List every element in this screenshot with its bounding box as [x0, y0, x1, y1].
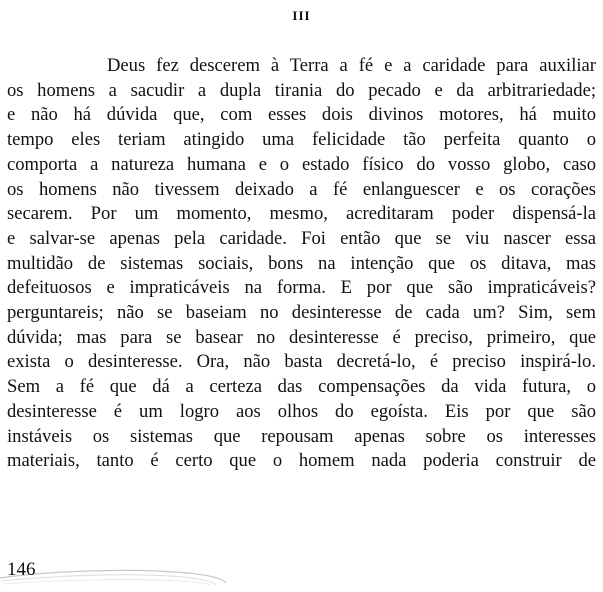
- text-line: exista o desinteresse. Ora, não basta decretá-lo, é preciso inspirá-lo.: [7, 351, 596, 373]
- text-line: materiais, tanto é certo que o homem nada poderia construir de: [7, 450, 596, 472]
- text-line: e não há dúvida que, com esses dois divinos motores, há muito: [7, 104, 596, 126]
- text-line: tempo eles teriam atingido uma felicidade tão perfeita quanto o: [7, 129, 596, 151]
- text-line: perguntareis; não se baseiam no desinteresse de cada um? Sim, sem: [7, 302, 596, 324]
- body-paragraph: [7, 54, 596, 474]
- text-line: Sem a fé que dá a certeza das compensações da vida futura, o: [7, 376, 596, 398]
- decorative-swoosh-icon: [0, 556, 240, 592]
- text-line: dúvida; mas para se basear no desinteresse é preciso, primeiro, que: [7, 326, 596, 348]
- text-line: secarem. Por um momento, mesmo, acreditaram poder dispensá-la: [7, 203, 596, 225]
- text-line: e salvar-se apenas pela caridade. Foi então que se viu nascer essa: [7, 227, 596, 249]
- text-line: defeituosos e impraticáveis na forma. E por que são impraticáveis?: [7, 277, 596, 299]
- text-line: desinteresse é um logro aos olhos do egoísta. Eis por que são: [7, 400, 596, 422]
- page-footer: [0, 556, 603, 592]
- text-line: os homens não tivessem deixado a fé enlanguescer e os corações: [7, 178, 596, 200]
- text-line: comporta a natureza humana e o estado físico do vosso globo, caso: [7, 153, 596, 175]
- page-number: 146: [7, 559, 36, 580]
- text-line: multidão de sistemas sociais, bons na intenção que os ditava, mas: [7, 252, 596, 274]
- text-line: os homens a sacudir a dupla tirania do pecado e da arbitrariedade;: [7, 79, 596, 101]
- text-line: Deus fez descerem à Terra a fé e a caridade para auxiliar: [107, 55, 596, 76]
- chapter-heading: III: [292, 8, 311, 23]
- text-line: instáveis os sistemas que repousam apenas sobre os interesses: [7, 425, 596, 447]
